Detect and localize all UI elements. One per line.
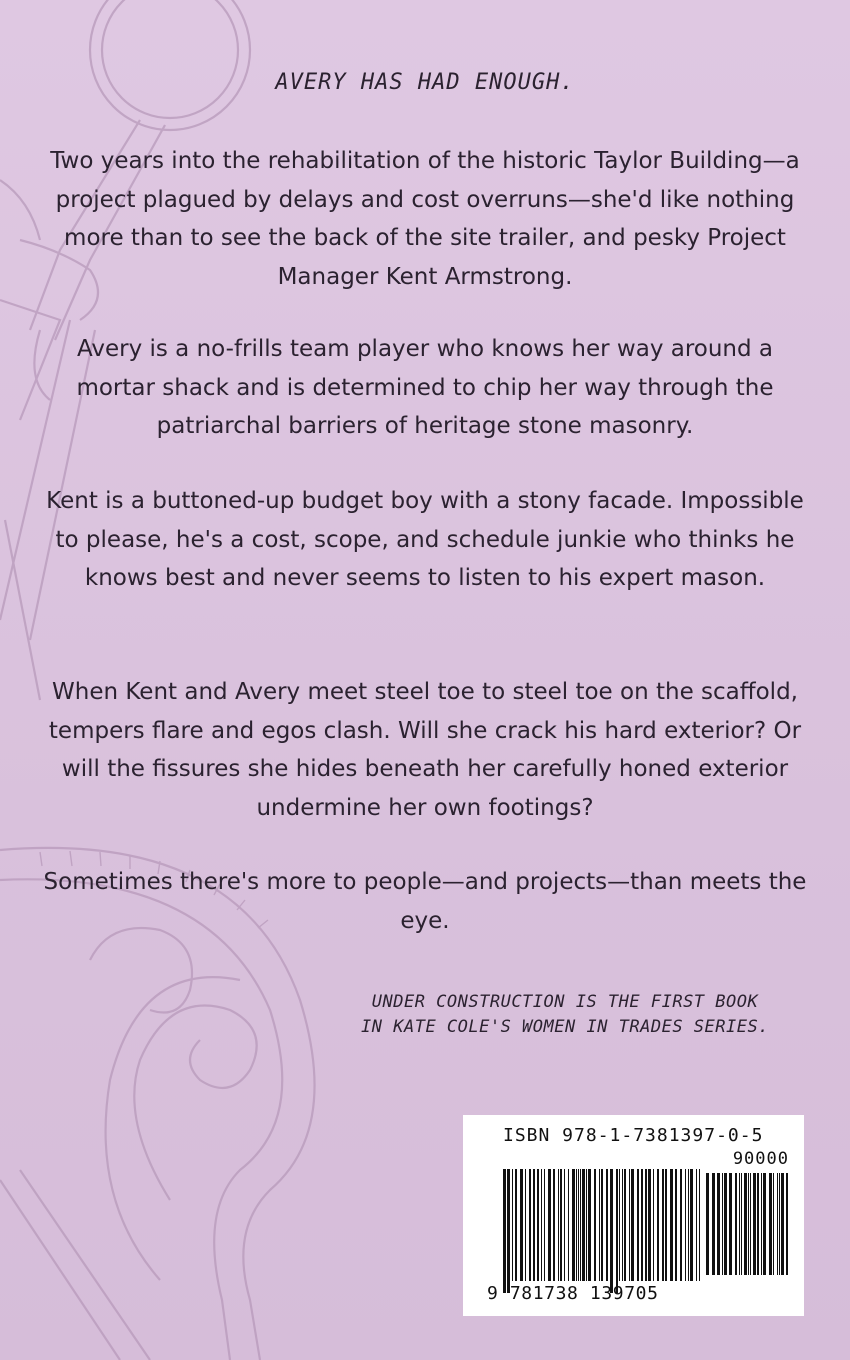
barcode-bar <box>616 1169 618 1293</box>
barcode-bar <box>688 1169 689 1281</box>
barcode-box <box>463 1115 804 1316</box>
blurb-paragraph-4: When Kent and Avery meet steel toe to steel toe on the scaffold, tempers flare and egos clash. Will she crack his hard exterior? Or will the fissures she hides beneath her carefully honed exterior undermine her own footings? <box>48 679 802 821</box>
barcode-bar <box>537 1169 539 1281</box>
barcode-bar <box>761 1173 762 1275</box>
barcode-bar <box>599 1169 600 1281</box>
series-note-line-2: IN KATE COLE'S WOMEN IN TRADES SERIES. <box>361 1017 769 1037</box>
barcode-bar <box>578 1169 579 1281</box>
series-note <box>320 990 810 1040</box>
barcode-bar <box>582 1169 585 1281</box>
barcode-bar <box>503 1169 506 1293</box>
barcode-bar <box>637 1169 639 1281</box>
barcode-bar <box>564 1169 565 1281</box>
barcode-bar <box>572 1169 575 1281</box>
barcode-bar <box>690 1169 693 1281</box>
barcode-bar <box>553 1169 555 1281</box>
price-addon-barcode <box>706 1173 790 1287</box>
barcode-bar <box>515 1169 517 1281</box>
barcode-bar <box>773 1173 774 1275</box>
barcode-bar <box>576 1169 577 1281</box>
barcode-bar <box>631 1169 634 1281</box>
barcode-bar <box>712 1173 715 1275</box>
barcode-bar <box>601 1169 603 1281</box>
barcode-bar <box>580 1169 581 1281</box>
blurb-paragraph-5: Sometimes there's more to people—and projects—than meets the eye. <box>43 869 807 934</box>
barcode-bar <box>541 1169 542 1281</box>
barcode-bar <box>777 1173 778 1275</box>
barcode-bar <box>533 1169 535 1281</box>
barcode-bar <box>699 1169 700 1281</box>
barcode-bar <box>648 1169 651 1281</box>
barcode-bar <box>568 1169 569 1281</box>
barcode-bar <box>748 1173 749 1275</box>
barcode-bar <box>670 1169 673 1281</box>
barcode-bar <box>724 1173 727 1275</box>
barcode-bar <box>735 1173 737 1275</box>
barcode-bar <box>750 1173 751 1275</box>
series-note-line-1: UNDER CONSTRUCTION IS THE FIRST BOOK <box>371 992 759 1012</box>
barcode-bar <box>641 1169 643 1281</box>
barcode-bar <box>722 1173 723 1275</box>
barcode-bar <box>744 1173 747 1275</box>
blurb-paragraph-1: Two years into the rehabilitation of the historic Taylor Building—a project plagued by delays and cost overruns—she'd like nothing more than to see the back of the site trailer, and pesky Project Manager Kent Armstrong. <box>50 148 800 290</box>
barcode-bar <box>685 1169 686 1281</box>
barcode-bar <box>753 1173 756 1275</box>
blurb-paragraph-3: Kent is a buttoned-up budget boy with a stony facade. Impossible to please, he's a cost, scope, and schedule junkie who thinks he knows best and never seems to listen to his expert mason. <box>46 488 804 591</box>
barcode-bar <box>629 1169 630 1281</box>
barcode-bar <box>507 1169 510 1293</box>
price-code: 90000 <box>732 1149 789 1169</box>
barcode-bar <box>786 1173 788 1275</box>
ean-barcode <box>503 1169 703 1293</box>
barcode-bar <box>653 1169 654 1281</box>
barcode-bar <box>560 1169 562 1281</box>
barcode-bar <box>675 1169 677 1281</box>
barcode-bar <box>729 1173 732 1275</box>
ean-digits: 9 781738 139705 <box>487 1283 659 1304</box>
barcode-bar <box>763 1173 766 1275</box>
barcode-bar <box>741 1173 742 1275</box>
barcode-bar <box>520 1169 523 1281</box>
barcode-bar <box>594 1169 596 1281</box>
barcode-bar <box>779 1173 780 1275</box>
barcode-bar <box>525 1169 526 1281</box>
barcode-bar <box>717 1173 720 1275</box>
isbn-label: ISBN 978-1-7381397-0-5 <box>503 1125 764 1146</box>
barcode-bar <box>529 1169 531 1281</box>
barcode-bar <box>512 1169 513 1281</box>
barcode-bar <box>665 1169 667 1281</box>
barcode-bar <box>769 1173 772 1275</box>
barcode-bar <box>586 1169 587 1281</box>
barcode-bar <box>619 1169 620 1281</box>
barcode-bar <box>548 1169 551 1281</box>
barcode-bar <box>781 1173 784 1275</box>
barcode-bar <box>606 1169 608 1281</box>
headline: AVERY HAS HAD ENOUGH. <box>275 70 575 95</box>
barcode-bar <box>610 1169 613 1293</box>
barcode-bar <box>662 1169 664 1281</box>
barcode-bar <box>588 1169 591 1281</box>
barcode-bar <box>739 1173 740 1275</box>
barcode-bar <box>706 1173 709 1275</box>
barcode-bar <box>645 1169 647 1281</box>
barcode-bar <box>680 1169 682 1281</box>
barcode-bar <box>757 1173 759 1275</box>
barcode-bar <box>624 1169 626 1281</box>
barcode-bar <box>544 1169 545 1281</box>
barcode-bar <box>696 1169 697 1281</box>
barcode-bar <box>622 1169 623 1281</box>
barcode-bar <box>657 1169 659 1281</box>
blurb-paragraph-2: Avery is a no-frills team player who knows her way around a mortar shack and is determined to chip her way through the patriarchal barriers of heritage stone masonry. <box>76 336 774 439</box>
barcode-bar <box>558 1169 559 1281</box>
